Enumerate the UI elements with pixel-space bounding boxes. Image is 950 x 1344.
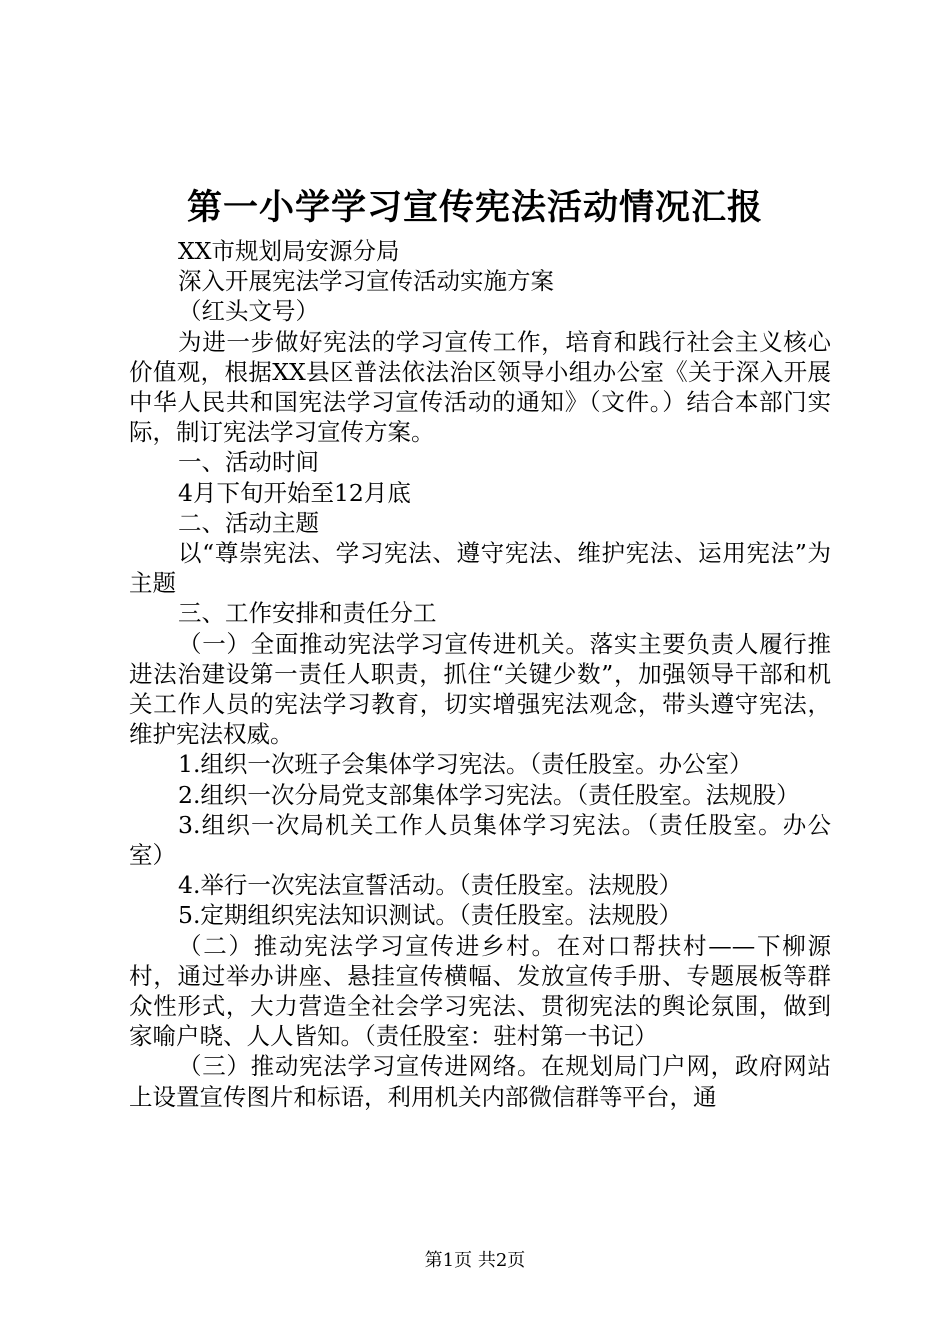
document-body [129, 236, 831, 1112]
paragraph-section-2: （二）推动宪法学习宣传进乡村。在对口帮扶村——下柳源村，通过举办讲座、悬挂宣传横幅、发放宣传手册、专题展板等群众性形式，大力营造全社会学习宪法、贯彻宪法的舆论氛围，做到家喻户晓、人人皆知。（责任股室：驻村第一书记） [129, 931, 831, 1051]
heading-work-arrangement: 三、工作安排和责任分工 [178, 599, 437, 628]
heading-activity-time: 一、活动时间 [178, 448, 319, 477]
page-footer: 第1页 共2页 [424, 1250, 526, 1271]
paragraph-doc-number: （红头文号） [178, 297, 319, 326]
paragraph-section-1: （一）全面推动宪法学习宣传进机关。落实主要负责人履行推进法治建设第一责任人职责，抓住“关键少数”，加强领导干部和机关工作人员的宪法学习教育，切实增强宪法观念，带头遵守宪法，维护宪法权威。 [129, 629, 831, 749]
heading-activity-theme: 二、活动主题 [178, 508, 319, 537]
paragraph-section-3: （三）推动宪法学习宣传进网络。在规划局门户网，政府网站上设置宣传图片和标语，利用机关内部微信群等平台，通 [129, 1052, 831, 1111]
paragraph-activity-time: 4月下旬开始至12月底 [178, 478, 411, 507]
list-item-3: 3.组织一次局机关工作人员集体学习宪法。（责任股室。办公室） [129, 810, 831, 870]
list-item-4: 4.举行一次宪法宣誓活动。（责任股室。法规股） [178, 871, 683, 900]
list-item-1: 1.组织一次班子会集体学习宪法。（责任股室。办公室） [178, 750, 753, 779]
paragraph-activity-theme: 以“尊崇宪法、学习宪法、遵守宪法、维护宪法、运用宪法”为主题 [129, 539, 831, 598]
document-title: 第一小学学习宣传宪法活动情况汇报 [186, 188, 763, 228]
paragraph-org: XX市规划局安源分局 [178, 237, 400, 265]
paragraph-intro: 为进一步做好宪法的学习宣传工作，培育和践行社会主义核心价值观，根据XX县区普法依法治区领导小组办公室《关于深入开展中华人民共和国宪法学习宣传活动的通知》（文件。）结合本部门实际，制订宪法学习宣传方案。 [129, 327, 831, 447]
list-item-2: 2.组织一次分局党支部集体学习宪法。（责任股室。法规股） [178, 780, 800, 809]
paragraph-plan-title: 深入开展宪法学习宣传活动实施方案 [178, 267, 554, 296]
list-item-5: 5.定期组织宪法知识测试。（责任股室。法规股） [178, 901, 683, 930]
